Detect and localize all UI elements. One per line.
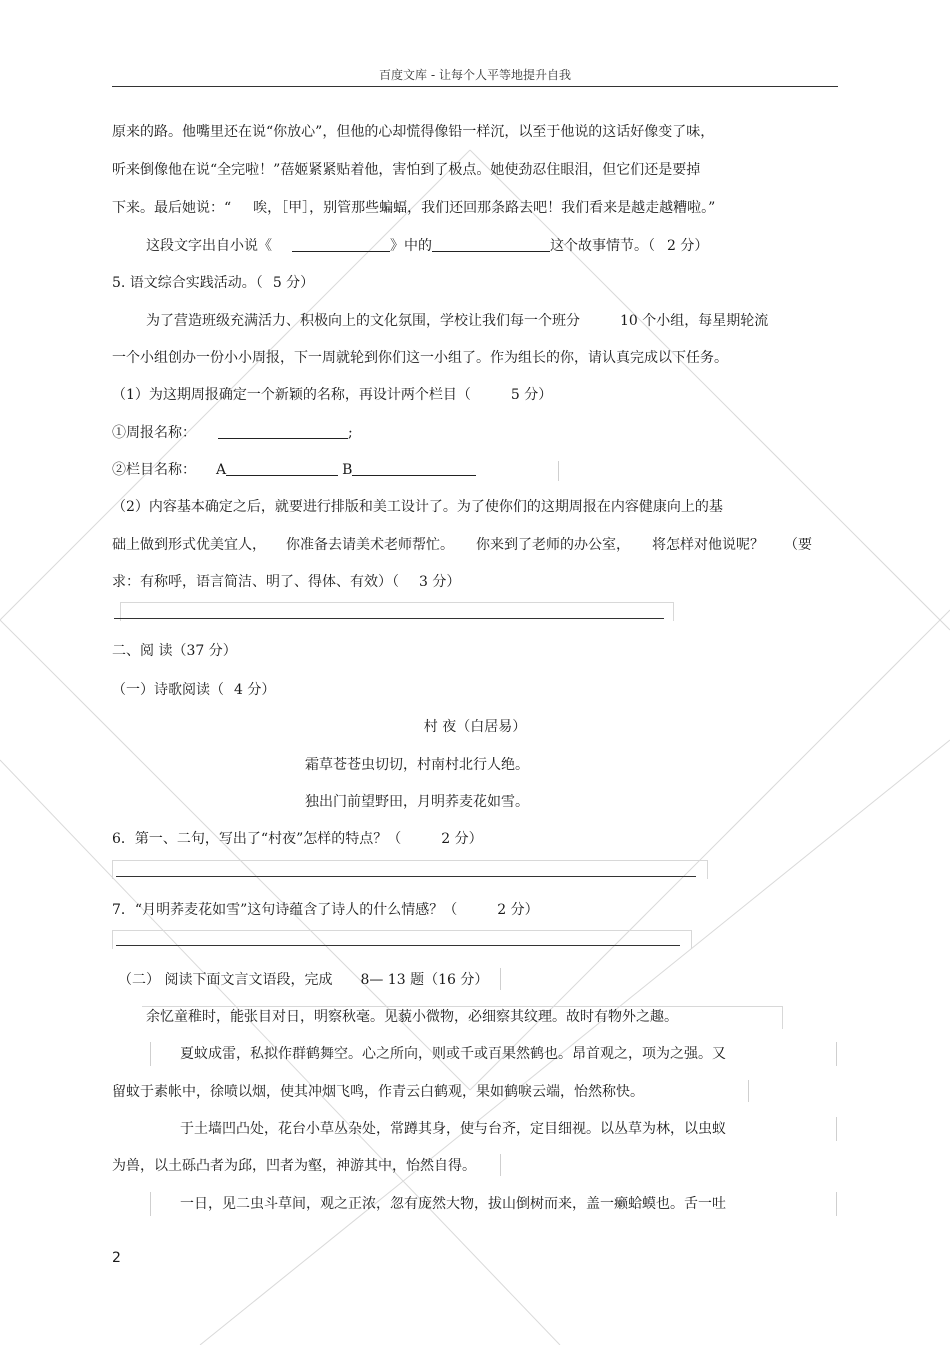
scan-edge	[836, 1117, 837, 1141]
q7-answer-line[interactable]	[116, 945, 680, 946]
classical-heading	[118, 970, 488, 990]
passage-line-3	[112, 198, 715, 218]
newsletter-name-row	[112, 423, 353, 443]
classical-paragraph-4-line-1: 一日，见二虫斗草间，观之正浓，忽有庞然大物，拔山倒树而来，盖一癞蛤蟆也。舌一吐	[180, 1196, 726, 1212]
q5-intro-line-1	[146, 311, 768, 331]
scan-edge	[836, 1192, 837, 1216]
q5-sub-2-2a: 础上做到形式优美宜人，	[112, 537, 266, 553]
question-6	[112, 829, 483, 849]
q5-score: 5 分）	[272, 275, 315, 291]
q5-sub-2-line-1: （2）内容基本确定之后，就要进行排版和美工设计了。为了使你们的这期周报在内容健康向上的基	[112, 499, 723, 515]
scan-edge	[150, 1042, 151, 1066]
q7-text: 7．“月明荞麦花如雪”这句诗蕴含了诗人的什么情感？（	[112, 902, 458, 918]
q5-title-a: 5. 语文综合实践活动。（	[112, 275, 263, 291]
poetry-heading	[112, 680, 275, 700]
q5-sub-2-line-3	[112, 572, 460, 592]
poetry-heading-a: （一）诗歌阅读（	[112, 682, 224, 698]
q6-text: 6．第一、二句，写出了“村夜”怎样的特点？（	[112, 831, 402, 847]
q5-sub-1	[112, 385, 552, 405]
page-header: 百度文库 - 让每个人平等地提升自我	[379, 68, 571, 82]
scan-edge	[150, 1192, 151, 1216]
q4-text-b: 》中的	[390, 238, 432, 254]
classical-heading-b: 8— 13 题（16 分）	[360, 972, 489, 988]
column-name-row	[112, 460, 476, 480]
classical-paragraph-2-line-2: 留蚊于素帐中，徐喷以烟，使其冲烟飞鸣，作青云白鹤观，果如鹤唳云端，怡然称快。	[112, 1084, 644, 1100]
poem-line-2: 独出门前望野田，月明荞麦花如雪。	[305, 794, 529, 810]
q5-sub-2-3a: 求：有称呼，语言简洁、明了、得体、有效）（	[112, 574, 399, 590]
classical-paragraph-2-line-1: 夏蚊成雷，私拟作群鹤舞空。心之所向，则或千或百果然鹤也。昂首观之，项为之强。又	[180, 1046, 726, 1062]
q5-sub-2-3b: 3 分）	[419, 574, 461, 590]
q5-sub-2-line-2	[112, 535, 812, 555]
passage-line-2: 听来倒像他在说“全完啦！”蓓姬紧紧贴着他，害怕到了极点。她使劲忍住眼泪，但它们还是要掉	[112, 162, 701, 178]
scan-edge	[748, 1080, 749, 1102]
section-2-title: 二、阅 读（37 分）	[112, 643, 237, 659]
q4-score: 2 分）	[667, 238, 709, 254]
q5-sub-2-2b: 你准备去请美术老师帮忙。	[286, 537, 454, 553]
column-a-label: A	[216, 462, 227, 478]
passage-line-1: 原来的路。他嘴里还在说“你放心”，但他的心却慌得像铅一样沉，以至于他说的这话好像变了味，	[112, 124, 715, 140]
q6-score: 2 分）	[441, 831, 483, 847]
scan-box	[142, 1006, 783, 1029]
q5-sub-1b: 5 分）	[510, 387, 553, 403]
newsletter-name-end: ;	[348, 425, 353, 441]
answer-box-edge-7	[112, 930, 692, 949]
speech-answer-line[interactable]	[114, 618, 664, 619]
newsletter-name-blank[interactable]	[218, 424, 348, 439]
column-name-label: ②栏目名称：	[112, 462, 196, 478]
passage-line-3a: 下来。最后她说：“	[112, 200, 232, 216]
scan-edge	[500, 968, 501, 990]
q4-text-c: 这个故事情节。（	[550, 238, 655, 254]
classical-paragraph-3-line-2: 为兽，以土砾凸者为邱，凹者为壑，神游其中，怡然自得。	[112, 1158, 476, 1174]
question-4-source	[146, 236, 708, 256]
q5-sub-2-2c: 你来到了老师的办公室，	[476, 537, 630, 553]
scan-edge	[836, 1042, 837, 1066]
q5-sub-2-2d: 将怎样对他说呢？	[652, 537, 764, 553]
page-number: 2	[112, 1250, 121, 1266]
q5-intro-1b: 10 个小组，每星期轮流	[620, 313, 769, 329]
q7-score: 2 分）	[497, 902, 539, 918]
q5-intro-1a: 为了营造班级充满活力、积极向上的文化氛围，学校让我们每一个班分	[146, 313, 580, 329]
q5-sub-2-2e: （要	[784, 537, 812, 553]
novel-title-blank[interactable]	[292, 237, 390, 252]
poetry-heading-b: 4 分）	[234, 682, 276, 698]
q5-sub-1a: （1）为这期周报确定一个新颖的名称，再设计两个栏目（	[112, 387, 471, 403]
classical-paragraph-3-line-1: 于土墙凹凸处，花台小草丛杂处，常蹲其身，使与台齐，定目细视。以丛草为林，以虫蚁	[180, 1121, 726, 1137]
scan-edge	[558, 461, 559, 481]
passage-line-3b: 唉，［甲］，别管那些蝙蝠，我们还回那条路去吧！我们看来是越走越糟啦。”	[253, 200, 716, 216]
scan-edge	[500, 1154, 501, 1176]
column-a-blank[interactable]	[226, 461, 338, 476]
newsletter-name-label: ①周报名称：	[112, 425, 196, 441]
classical-paragraph-1: 余忆童稚时，能张目对日，明察秋毫。见藐小微物，必细察其纹理。故时有物外之趣。	[146, 1009, 678, 1025]
q5-intro-line-2: 一个小组创办一份小小周报，下一周就轮到你们这一小组了。作为组长的你，请认真完成以下任务。	[112, 350, 728, 366]
poem-title: 村 夜（白居易）	[423, 719, 527, 735]
column-b-blank[interactable]	[352, 461, 476, 476]
q6-answer-line[interactable]	[116, 876, 696, 877]
poem-line-1: 霜草苍苍虫切切，村南村北行人绝。	[305, 757, 529, 773]
header-rule	[112, 86, 838, 87]
plot-blank[interactable]	[432, 237, 550, 252]
question-7	[112, 900, 539, 920]
question-5-title	[112, 273, 314, 293]
column-b-label: B	[342, 462, 353, 478]
q4-text-a: 这段文字出自小说《	[146, 238, 272, 254]
classical-heading-a: （二） 阅读下面文言文语段，完成	[118, 972, 333, 988]
